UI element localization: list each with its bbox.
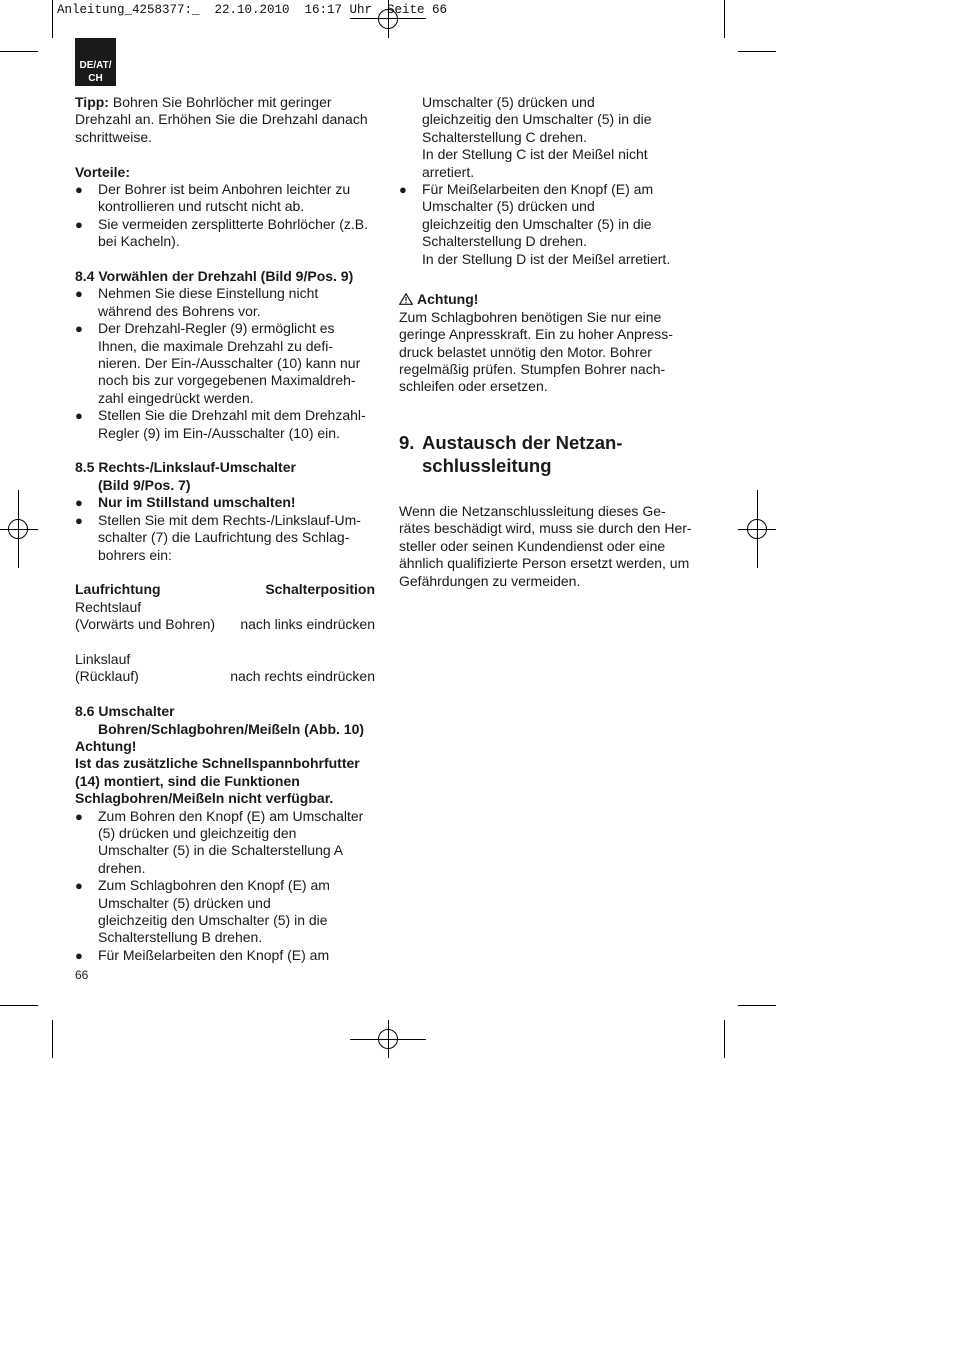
crop-mark [52, 0, 53, 38]
bullet-icon: ● [399, 182, 407, 198]
section-heading-8-5: 8.5 Rechts-/Linkslauf-Umschalter [75, 459, 296, 476]
warning-text: Ist das zusätzliche Schnellspannbohrfutter [75, 755, 360, 772]
crop-mark [0, 1005, 38, 1006]
list-item [75, 808, 375, 878]
section-title: Austausch der Netzan- [422, 431, 623, 453]
table-cell: nach rechts eindrücken [230, 668, 375, 685]
crop-mark [738, 1005, 776, 1006]
right-column [399, 94, 704, 590]
warning-text: Schlagbohren/Meißeln nicht verfügbar. [75, 790, 334, 807]
section-heading-8-6: Bohren/Schlagbohren/Meißeln (Abb. 10) [98, 720, 365, 737]
list-item [75, 947, 375, 964]
section-heading-9 [399, 431, 704, 477]
page-number: 66 [75, 968, 89, 982]
registration-mark [378, 1029, 398, 1049]
bullet-icon: ● [75, 878, 83, 894]
language-tab [75, 38, 116, 86]
crop-mark [0, 51, 38, 52]
list-text: In der Stellung C ist der Meißel nicht [422, 146, 648, 163]
bullet-icon: ● [75, 947, 83, 963]
list-text: Für Meißelarbeiten den Knopf (E) am [422, 181, 654, 198]
body-text: steller oder seinen Kundendienst oder eine [399, 537, 666, 554]
list-item [75, 320, 375, 407]
table-cell: (Rücklauf) [75, 668, 139, 685]
warning-triangle-icon [399, 293, 413, 305]
crop-mark [724, 0, 725, 38]
section-number: 9. [399, 431, 415, 453]
table-header [75, 581, 375, 598]
section-heading-8-5: (Bild 9/Pos. 7) [98, 476, 191, 493]
list-item [75, 407, 375, 442]
table-header-cell: Laufrichtung [75, 581, 161, 598]
list-text: Umschalter (5) drücken und [422, 94, 595, 110]
list-item [75, 285, 375, 320]
body-text: Wenn die Netzanschlussleitung dieses Ge- [399, 502, 666, 519]
print-header: Anleitung_4258377:_ 22.10.2010 16:17 Uhr Seite 66 [57, 3, 448, 17]
list-item [75, 216, 375, 251]
tip-text: Drehzahl an. Erhöhen Sie die Drehzahl danach [75, 111, 368, 128]
list-text: arretiert. [422, 163, 475, 180]
warning-text: geringe Anpresskraft. Ein zu hoher Anpress- [399, 326, 673, 343]
warning-text: Zum Schlagbohren benötigen Sie nur eine [399, 308, 662, 325]
section-heading-8-4: 8.4 Vorwählen der Drehzahl (Bild 9/Pos. 9) [75, 268, 354, 285]
list-text: Nehmen Sie diese Einstellung nicht [98, 285, 319, 302]
list-text: Nur im Stillstand umschalten! [98, 494, 296, 511]
list-item-continued [399, 94, 704, 181]
body-text: Gefährdungen zu vermeiden. [399, 572, 581, 589]
bullet-icon: ● [75, 286, 83, 302]
tip-text: schrittweise. [75, 128, 153, 145]
warning-title: Achtung! [417, 291, 479, 308]
crop-mark [52, 1020, 53, 1058]
list-text: Schalterstellung B drehen. [98, 929, 263, 946]
crop-mark [724, 1020, 725, 1058]
list-item [75, 877, 375, 947]
list-text: Für Meißelarbeiten den Knopf (E) am [98, 946, 330, 963]
bullet-icon: ● [75, 495, 83, 511]
list-text: Regler (9) im Ein-/Ausschalter (10) ein. [98, 424, 340, 441]
list-text: kontrollieren und rutscht nicht ab. [98, 198, 305, 215]
list-text: gleichzeitig den Umschalter (5) in die [422, 215, 652, 232]
list-item [75, 512, 375, 564]
list-text: bei Kacheln). [98, 233, 180, 250]
list-item [75, 181, 375, 216]
section-title: schlussleitung [422, 454, 552, 476]
table-row: Linkslauf [75, 650, 131, 667]
list-text: Schalterstellung D drehen. [422, 233, 587, 250]
table-row: Rechtslauf [75, 598, 142, 615]
crop-mark [738, 51, 776, 52]
table-cell: (Vorwärts und Bohren) [75, 616, 216, 633]
list-item [75, 494, 375, 511]
section-heading-8-6: 8.6 Umschalter [75, 703, 175, 720]
warning-text: druck belastet unnötig den Motor. Bohrer [399, 343, 652, 360]
tip-text: Bohren Sie Bohrlöcher mit geringer [108, 94, 332, 110]
bullet-icon: ● [75, 321, 83, 337]
language-tab-line: CH [88, 72, 103, 84]
warning-text: (14) montiert, sind die Funktionen [75, 772, 300, 789]
list-text: Umschalter (5) drücken und [98, 894, 271, 911]
warning-label: Achtung! [75, 737, 137, 754]
bullet-icon: ● [75, 408, 83, 424]
list-text: Zum Schlagbohren den Knopf (E) am [98, 877, 330, 894]
advantages-heading: Vorteile: [75, 163, 130, 180]
warning-text: regelmäßig prüfen. Stumpfen Bohrer nach- [399, 361, 666, 378]
body-text: ähnlich qualifizierte Person ersetzt werden, um [399, 555, 690, 572]
list-text: noch bis zur vorgegebenen Maximaldreh- [98, 372, 356, 389]
list-text: Zum Bohren den Knopf (E) am Umschalter [98, 807, 364, 824]
list-text: Ihnen, die maximale Drehzahl zu defi- [98, 337, 334, 354]
list-text: Der Drehzahl-Regler (9) ermöglicht es [98, 320, 335, 337]
bullet-icon: ● [75, 216, 83, 232]
list-text: Der Bohrer ist beim Anbohren leichter zu [98, 181, 351, 198]
tip-label: Tipp: [75, 94, 109, 110]
list-text: drehen. [98, 859, 146, 876]
list-text: Sie vermeiden zersplitterte Bohrlöcher (z.B. [98, 215, 368, 232]
warning-text: schleifen oder ersetzen. [399, 378, 548, 395]
list-text: gleichzeitig den Umschalter (5) in die [422, 111, 652, 128]
bullet-icon: ● [75, 182, 83, 198]
list-text: zahl eingedrückt werden. [98, 389, 254, 406]
table-header-cell: Schalterposition [265, 581, 375, 598]
list-item [399, 181, 704, 268]
bullet-icon: ● [75, 512, 83, 528]
tip-paragraph [75, 94, 375, 111]
list-text: Stellen Sie die Drehzahl mit dem Drehzahl- [98, 407, 366, 424]
list-text: (5) drücken und gleichzeitig den [98, 824, 297, 841]
left-column [75, 94, 375, 964]
table-cell: nach links eindrücken [240, 616, 375, 633]
bullet-icon: ● [75, 808, 83, 824]
list-text: Umschalter (5) in die Schalterstellung A [98, 842, 344, 859]
body-text: rätes beschädigt wird, muss sie durch den Her- [399, 520, 692, 537]
table-row [75, 668, 375, 685]
registration-mark [747, 519, 767, 539]
registration-mark [8, 519, 28, 539]
list-text: Stellen Sie mit dem Rechts-/Linkslauf-Um- [98, 511, 361, 528]
list-text: gleichzeitig den Umschalter (5) in die [98, 912, 328, 928]
table-row [75, 616, 375, 633]
list-text: In der Stellung D ist der Meißel arretiert. [422, 250, 671, 267]
list-text: bohrers ein: [98, 546, 172, 563]
list-text: schalter (7) die Laufrichtung des Schlag- [98, 529, 350, 546]
warning-heading [399, 291, 704, 308]
list-text: Schalterstellung C drehen. [422, 128, 587, 145]
list-text: während des Bohrens vor. [98, 302, 261, 319]
language-tab-line: DE/AT/ [79, 60, 112, 71]
list-text: Umschalter (5) drücken und [422, 198, 595, 215]
list-text: nieren. Der Ein-/Ausschalter (10) kann nur [98, 355, 361, 372]
